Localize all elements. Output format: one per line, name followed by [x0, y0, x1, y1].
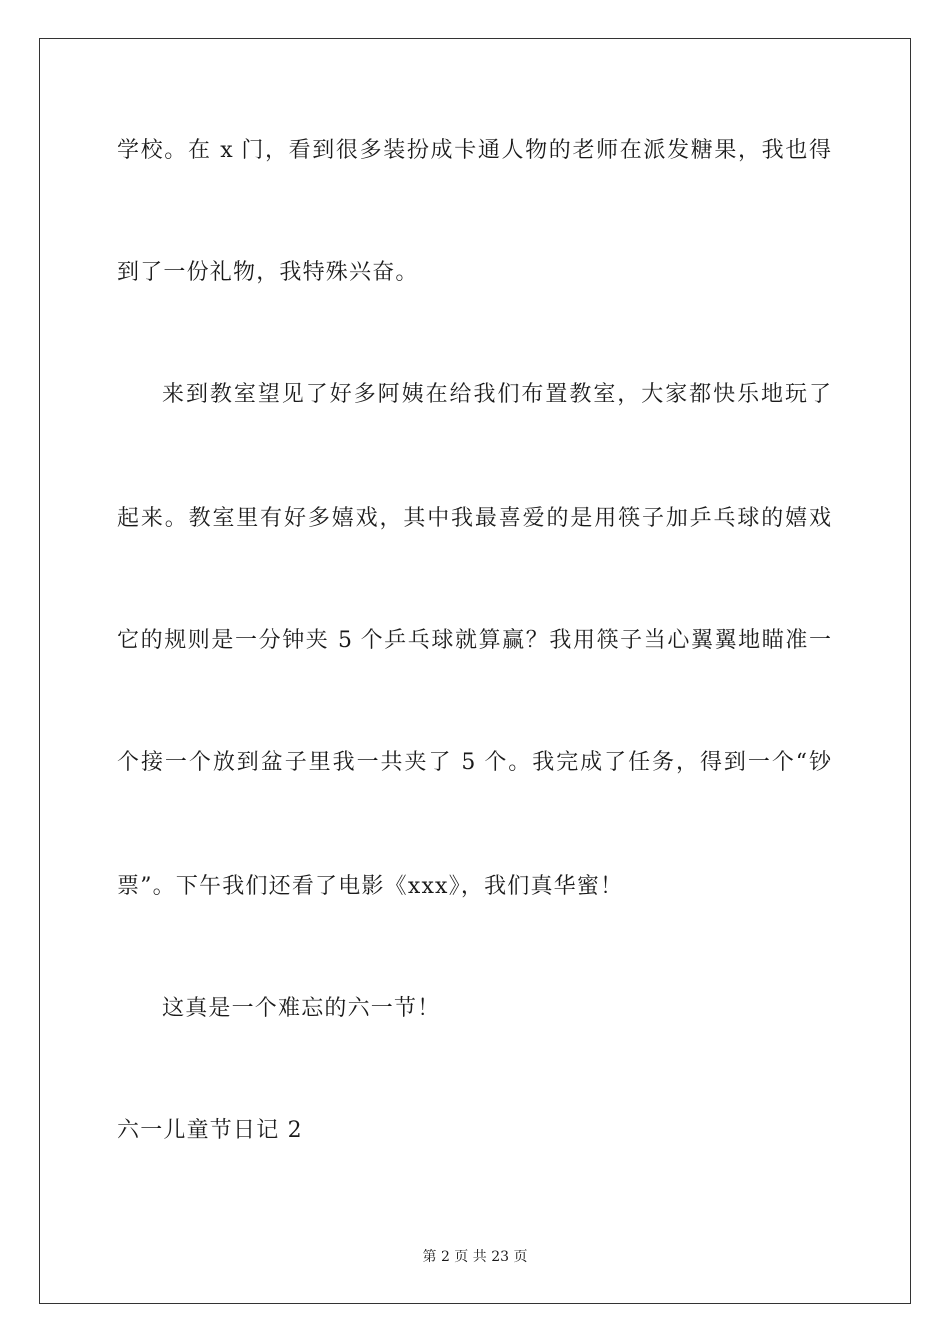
paragraph-line-2: 到了一份礼物，我特殊兴奋。 — [117, 260, 419, 285]
page-border — [39, 38, 911, 1304]
section-heading: 六一儿童节日记 2 — [117, 1118, 303, 1143]
paragraph-line-6: 个接一个放到盆子里我一共夹了 5 个。我完成了任务，得到一个“钞 — [117, 750, 831, 775]
paragraph-line-7: 票”。下午我们还看了电影《xxx》，我们真华蜜！ — [117, 874, 624, 899]
paragraph-line-8: 这真是一个难忘的六一节！ — [162, 996, 441, 1021]
paragraph-line-1: 学校。在 x 门，看到很多装扮成卡通人物的老师在派发糖果，我也得 — [117, 138, 831, 163]
page-number-footer: 第 2 页 共 23 页 — [422, 1249, 528, 1265]
paragraph-line-5: 它的规则是一分钟夹 5 个乒乓球就算赢？我用筷子当心翼翼地瞄准一 — [117, 628, 831, 653]
paragraph-line-3: 来到教室望见了好多阿姨在给我们布置教室，大家都快乐地玩了 — [162, 382, 831, 407]
paragraph-line-4: 起来。教室里有好多嬉戏，其中我最喜爱的是用筷子加乒乓球的嬉戏 — [117, 506, 831, 531]
